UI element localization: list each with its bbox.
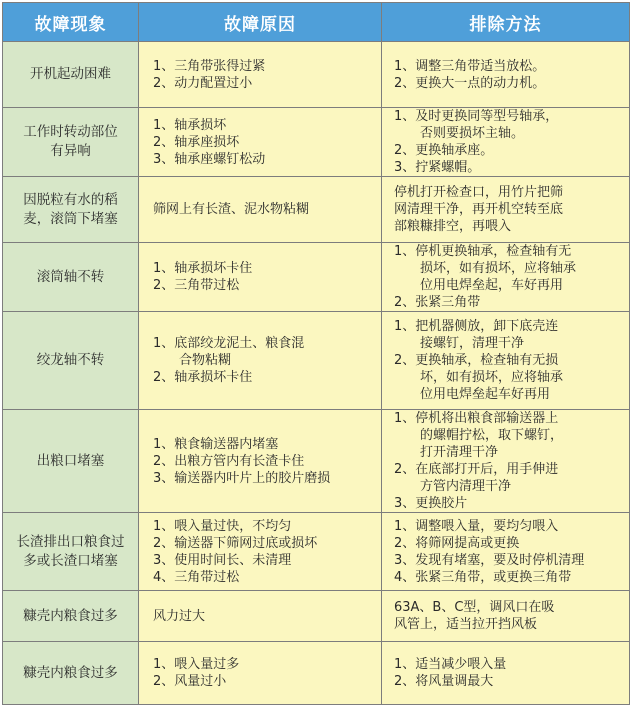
cell-line: 1、把机器侧放，卸下底壳连 — [394, 319, 559, 334]
header-row — [3, 3, 630, 42]
symptom-cell — [3, 108, 139, 177]
cell-line: 1、调整喂入量，要均匀喂入 — [394, 518, 559, 534]
table-row — [3, 42, 630, 108]
cell-line: 开机起动困难 — [30, 66, 111, 82]
cell-line: 的螺帽拧松，取下螺钉， — [394, 428, 564, 443]
cell-line: 1、停机更换轴承，检查轴有无 — [394, 244, 572, 259]
cell-line: 1、三角带张得过紧 — [153, 58, 266, 74]
cell-line: 位用电焊垒起车好再用 — [394, 387, 551, 402]
cell-line: 1、喂入量过多 — [153, 657, 240, 672]
cell-line: 2、更换轴承，检查轴有无损 — [394, 353, 559, 368]
remedy-cell — [382, 177, 630, 243]
cell-line: 2、将风量调最大 — [394, 674, 494, 689]
table-row — [3, 591, 630, 642]
symptom-cell — [3, 243, 139, 312]
cell-line: 3、拧紧螺帽。 — [394, 160, 481, 175]
cell-line: 4、三角带过松 — [153, 569, 240, 585]
table-row — [3, 177, 630, 243]
cell-line: 3、更换胶片 — [394, 496, 468, 511]
header-remedy: 排除方法 — [382, 3, 630, 42]
remedy-cell — [382, 243, 630, 312]
remedy-cell — [382, 410, 630, 513]
cell-line: 1、粮食输送器内堵塞 — [153, 436, 279, 452]
cell-line: 否则要损坏主轴。 — [394, 126, 525, 141]
cause-cell — [139, 177, 382, 243]
header-cause: 故障原因 — [139, 3, 382, 42]
table-row — [3, 108, 630, 177]
cell-line: 风力过大 — [153, 608, 206, 624]
cell-line: 部粮糠排空，再喂入 — [394, 219, 512, 234]
cell-line: 4、张紧三角带，或更换三角带 — [394, 569, 572, 585]
cell-line: 3、发现有堵塞，要及时停机清理 — [394, 552, 585, 568]
remedy-cell — [382, 513, 630, 591]
table-row — [3, 312, 630, 410]
cell-line: 停机打开检查口，用竹片把筛 — [394, 185, 564, 200]
symptom-cell — [3, 642, 139, 705]
cause-cell — [139, 108, 382, 177]
cell-line: 长渣排出口粮食过 — [16, 533, 125, 550]
cell-line: 2、在底部打开后，用手伸进 — [394, 462, 559, 477]
cell-line: 2、风量过小 — [153, 674, 227, 689]
cell-line: 2、张紧三角带 — [394, 295, 481, 310]
cell-line: 2、三角带过松 — [153, 278, 240, 293]
cell-line: 2、轴承损坏卡住 — [153, 370, 253, 385]
cell-line: 1、底部绞龙泥土、粮食混 — [153, 336, 305, 351]
remedy-cell — [382, 312, 630, 410]
cell-line: 位用电焊垒起，车好再用 — [394, 278, 564, 293]
remedy-cell — [382, 591, 630, 642]
cell-line: 2、将筛网提高或更换 — [394, 535, 520, 551]
cell-line: 1、轴承损坏卡住 — [153, 261, 253, 276]
cell-line: 合物粘糊 — [153, 353, 232, 368]
cell-line: 接螺钉，清理干净 — [394, 336, 525, 351]
cell-line: 2、更换大一点的动力机。 — [394, 75, 546, 91]
cell-line: 工作时转动部位 — [23, 124, 118, 140]
cell-line: 损坏，如有损坏，应将轴承 — [394, 261, 577, 276]
table-row — [3, 642, 630, 705]
troubleshooting-table — [2, 2, 630, 705]
remedy-cell — [382, 642, 630, 705]
cell-line: 1、适当减少喂入量 — [394, 657, 507, 672]
cell-line: 麦，滚筒下堵塞 — [23, 210, 118, 227]
cause-cell — [139, 410, 382, 513]
cause-cell — [139, 312, 382, 410]
cell-line: 2、出粮方管内有长渣卡住 — [153, 453, 305, 469]
cell-line: 3、使用时间长、未清理 — [153, 552, 292, 568]
cell-line: 方管内清理干净 — [394, 479, 512, 494]
cell-line: 1、停机将出粮食部输送器上 — [394, 411, 559, 426]
cell-line: 2、输送器下筛网过底或损坏 — [153, 535, 318, 551]
cell-line: 网清理干净，再开机空转至底 — [394, 202, 564, 217]
remedy-cell — [382, 42, 630, 108]
cell-line: 绞龙轴不转 — [36, 352, 105, 368]
symptom-cell — [3, 591, 139, 642]
cell-line: 糠壳内粮食过多 — [23, 607, 118, 624]
cause-cell — [139, 642, 382, 705]
cell-line: 3、轴承座螺钉松动 — [153, 151, 266, 167]
cell-line: 2、轴承座损坏 — [153, 134, 240, 150]
cell-line: 多或长渣口堵塞 — [23, 552, 118, 569]
remedy-cell — [382, 108, 630, 177]
table-row — [3, 243, 630, 312]
cell-line: 坏，如有损坏，应将轴承 — [394, 370, 564, 385]
cause-cell — [139, 243, 382, 312]
cause-cell — [139, 42, 382, 108]
cell-line: 风管上，适当拉开挡风板 — [394, 617, 538, 632]
cell-line: 2、更换轴承座。 — [394, 143, 494, 158]
symptom-cell — [3, 177, 139, 243]
cell-line: 63A、B、C型，调风口在吸 — [394, 600, 555, 615]
cell-line: 打开清理干净 — [394, 445, 499, 460]
cell-line: 1、调整三角带适当放松。 — [394, 58, 546, 74]
cell-line: 糠壳内粮食过多 — [23, 664, 118, 681]
symptom-cell — [3, 312, 139, 410]
table-row — [3, 513, 630, 591]
header-symptom: 故障现象 — [3, 3, 139, 42]
table-body — [3, 42, 630, 705]
table-row — [3, 410, 630, 513]
cell-line: 筛网上有长渣、泥水物粘糊 — [153, 202, 310, 217]
cell-line: 有异响 — [50, 143, 91, 159]
cause-cell — [139, 591, 382, 642]
cell-line: 因脱粒有水的稻 — [23, 191, 118, 208]
cell-line: 1、轴承损坏 — [153, 117, 227, 133]
cell-line: 2、动力配置过小 — [153, 75, 253, 91]
cause-cell — [139, 513, 382, 591]
symptom-cell — [3, 410, 139, 513]
symptom-cell — [3, 42, 139, 108]
cell-line: 3、输送器内叶片上的胶片磨损 — [153, 470, 331, 486]
cell-line: 1、喂入量过快，不均匀 — [153, 518, 292, 534]
cell-line: 出粮口堵塞 — [36, 452, 105, 469]
cell-line: 滚筒轴不转 — [36, 268, 105, 285]
symptom-cell — [3, 513, 139, 591]
cell-line: 1、及时更换同等型号轴承， — [394, 109, 559, 124]
